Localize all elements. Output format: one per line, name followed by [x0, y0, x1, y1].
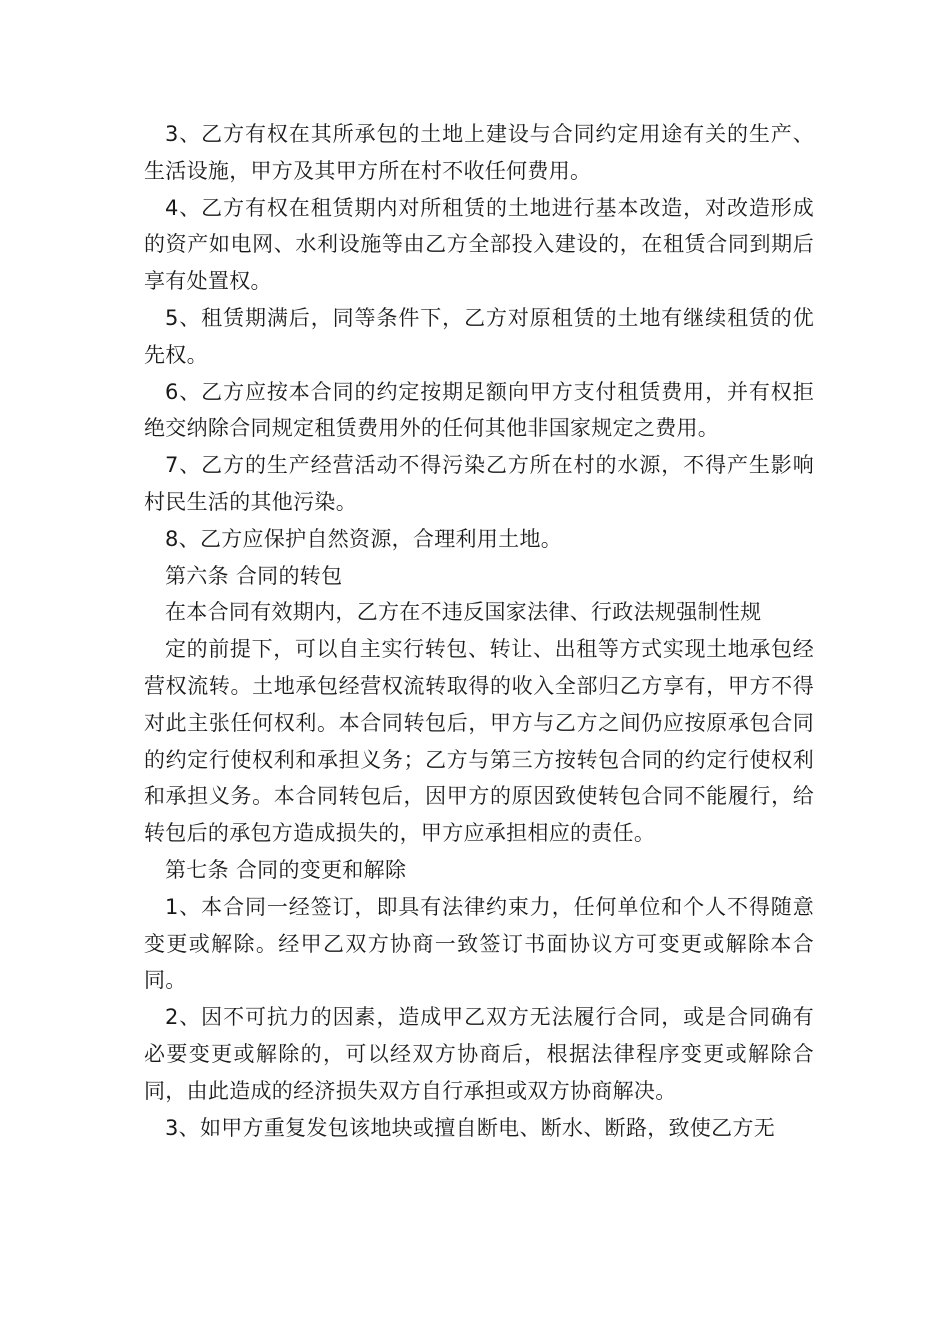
clause-paragraph: 8、乙方应保护自然资源，合理利用土地。: [165, 526, 563, 551]
section-heading: 第六条 合同的转包: [165, 563, 343, 588]
clause-paragraph: 7、乙方的生产经营活动不得污染乙方所在村的水源，不得产生影响村民生活的其他污染。: [144, 453, 814, 514]
clause-paragraph: 4、乙方有权在租赁期内对所租赁的土地进行基本改造，对改造形成的资产如电网、水利设施等由乙方全部投入建设的，在租赁合同到期后享有处置权。: [144, 195, 814, 294]
clause-paragraph: 5、租赁期满后，同等条件下，乙方对原租赁的土地有继续租赁的优先权。: [144, 305, 814, 367]
clause-paragraph: 3、如甲方重复发包该地块或擅自断电、断水、断路，致使乙方无: [165, 1115, 776, 1140]
clause-paragraph: 在本合同有效期内，乙方在不违反国家法律、行政法规强制性规: [165, 600, 762, 625]
clause-paragraph: 6、乙方应按本合同的约定按期足额向甲方支付租赁费用，并有权拒绝交纳除合同规定租赁费用外的任何其他非国家规定之费用。: [144, 379, 814, 441]
document-body: [144, 116, 814, 1146]
clause-paragraph: 3、乙方有权在其所承包的土地上建设与合同约定用途有关的生产、生活设施，甲方及其甲方所在村不收任何费用。: [144, 122, 814, 183]
section-heading: 第七条 合同的变更和解除: [165, 857, 407, 882]
clause-paragraph: 1、本合同一经签订，即具有法律约束力，任何单位和个人不得随意变更或解除。经甲乙双方协商一致签订书面协议方可变更或解除本合同。: [144, 894, 814, 993]
clause-paragraph: 定的前提下，可以自主实行转包、转让、出租等方式实现土地承包经营权流转。土地承包经营权流转取得的收入全部归乙方享有，甲方不得对此主张任何权利。本合同转包后，甲方与乙方之间仍应按原承包合同的约定行使权利和承担义务；乙方与第三方按转包合同的约定行使权利和承担义务。本合同转包后，因甲方的原因致使转包合同不能履行，给转包后的承包方造成损失的，甲方应承担相应的责任。: [144, 637, 814, 846]
clause-paragraph: 2、因不可抗力的因素，造成甲乙双方无法履行合同，或是合同确有必要变更或解除的，可以经双方协商后，根据法律程序变更或解除合同，由此造成的经济损失双方自行承担或双方协商解决。: [144, 1005, 814, 1103]
